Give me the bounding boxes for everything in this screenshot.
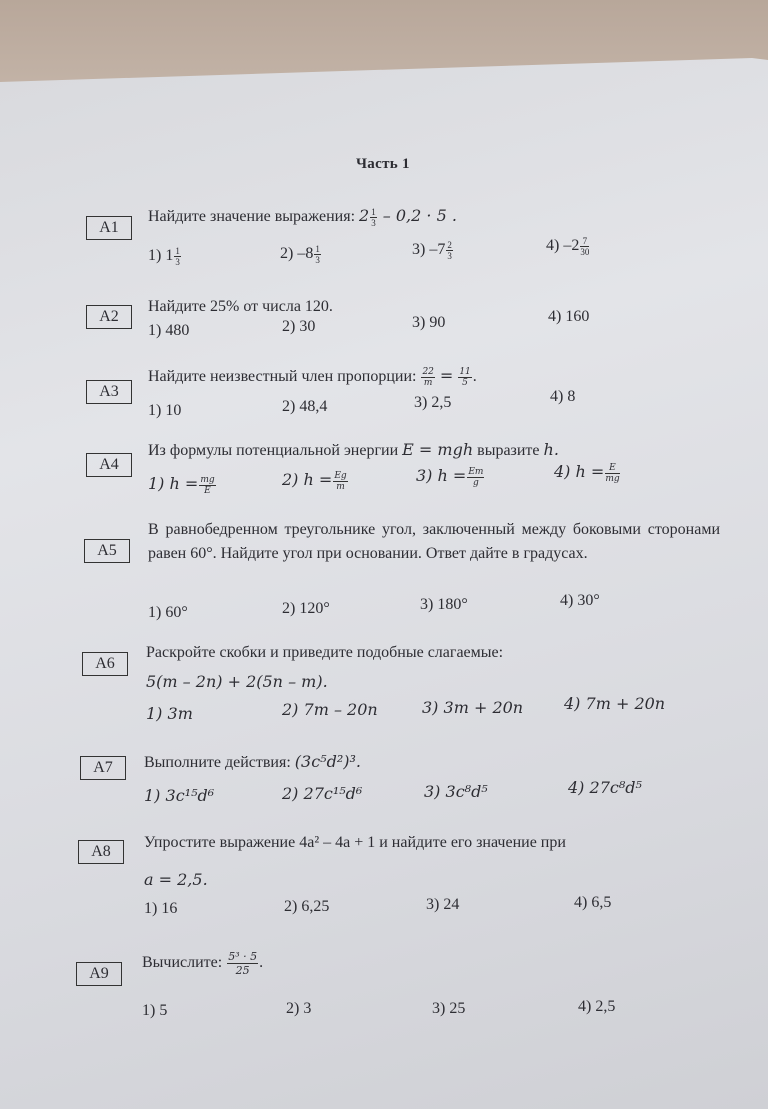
option-a5-4: 4) 30° xyxy=(560,592,600,609)
option-a7-2: 2) 27c¹⁵d⁶ xyxy=(282,784,363,803)
option-a1-2: 2) –8 $\frac{1}{3}$ xyxy=(280,244,320,265)
question-number-a9: A9 xyxy=(76,962,122,986)
option-a2-1: 1) 480 xyxy=(148,322,190,339)
option-a3-3: 3) 2,5 xyxy=(414,394,452,411)
option-a6-2: 2) 7m – 20n xyxy=(282,700,378,719)
option-a3-1: 1) 10 xyxy=(148,402,182,419)
option-a1-4: 4) –2 $\frac{7}{30}$ xyxy=(546,236,590,257)
option-a8-2: 2) 6,25 xyxy=(284,898,330,915)
question-number-a3: A3 xyxy=(86,380,132,404)
option-a3-4: 4) 8 xyxy=(550,388,576,405)
question-number-a4: A4 xyxy=(86,453,132,477)
page-title: Часть 1 xyxy=(356,156,410,172)
question-a2-text: Найдите 25% от числа 120. xyxy=(148,298,333,315)
question-a3-text: Найдите неизвестный член пропорции: $\frac{22}{m}$ = $\frac{11}{5}$ . xyxy=(148,366,477,388)
question-number-a6: A6 xyxy=(82,652,128,676)
question-a9-text: Вычислите: $\frac{\text{5³ · 5}}{25}$ . xyxy=(142,950,264,977)
option-a9-4: 4) 2,5 xyxy=(578,998,616,1015)
option-a7-3: 3) 3c⁸d⁵ xyxy=(424,782,488,801)
option-a2-2: 2) 30 xyxy=(282,318,316,335)
question-a8-text: Упростите выражение 4a² – 4a + 1 и найдите его значение при xyxy=(144,834,566,851)
question-number-a1: A1 xyxy=(86,216,132,240)
option-a5-2: 2) 120° xyxy=(282,600,330,617)
option-a7-1: 1) 3c¹⁵d⁶ xyxy=(144,786,215,805)
question-number-a2: A2 xyxy=(86,305,132,329)
option-a1-3: 3) –7 $\frac{2}{3}$ xyxy=(412,240,452,261)
option-a2-4: 4) 160 xyxy=(548,308,590,325)
question-number-a7: A7 xyxy=(80,756,126,780)
question-a5-text: В равнобедренном треугольнике угол, заключенный между боковыми сторонами равен 60°. Найдите угол при основании. Ответ дайте в градусах. xyxy=(148,521,720,562)
option-a8-1: 1) 16 xyxy=(144,900,178,917)
question-a4-text: Из формулы потенциальной энергии E = mgh выразите h. xyxy=(148,440,559,459)
question-number-a8: A8 xyxy=(78,840,124,864)
option-a4-1: 1) h = $\frac{mg}{E}$ xyxy=(148,474,215,496)
option-a6-3: 3) 3m + 20n xyxy=(422,698,524,717)
question-number-a5: A5 xyxy=(84,539,130,563)
option-a8-3: 3) 24 xyxy=(426,896,460,913)
option-a9-1: 1) 5 xyxy=(142,1002,168,1019)
question-a7-text: Выполните действия: (3c⁵d²)³. xyxy=(144,752,361,771)
option-a7-4: 4) 27c⁸d⁵ xyxy=(568,778,642,797)
option-a5-1: 1) 60° xyxy=(148,604,188,621)
question-a6-text: Раскройте скобки и приведите подобные слагаемые: xyxy=(146,644,504,661)
question-a8-value: a = 2,5. xyxy=(144,870,208,889)
option-a2-3: 3) 90 xyxy=(412,314,446,331)
option-a3-2: 2) 48,4 xyxy=(282,398,328,415)
option-a4-4: 4) h = $\frac{E}{mg}$ xyxy=(554,462,620,484)
question-a6-expression: 5(m – 2n) + 2(5n – m). xyxy=(146,672,328,691)
option-a4-3: 3) h = $\frac{Em}{g}$ xyxy=(416,466,484,488)
option-a6-1: 1) 3m xyxy=(146,704,193,723)
option-a1-1: 1) 1 $\frac{1}{3}$ xyxy=(148,246,180,267)
option-a4-2: 2) h = $\frac{Eg}{m}$ xyxy=(282,470,347,492)
option-a9-2: 2) 3 xyxy=(286,1000,312,1017)
option-a8-4: 4) 6,5 xyxy=(574,894,612,911)
option-a5-3: 3) 180° xyxy=(420,596,468,613)
option-a9-3: 3) 25 xyxy=(432,1000,466,1017)
question-a1-text: Найдите значение выражения: 2 $\frac{1}{3}$ – 0,2 · 5 . xyxy=(148,206,457,228)
option-a6-4: 4) 7m + 20n xyxy=(564,694,666,713)
